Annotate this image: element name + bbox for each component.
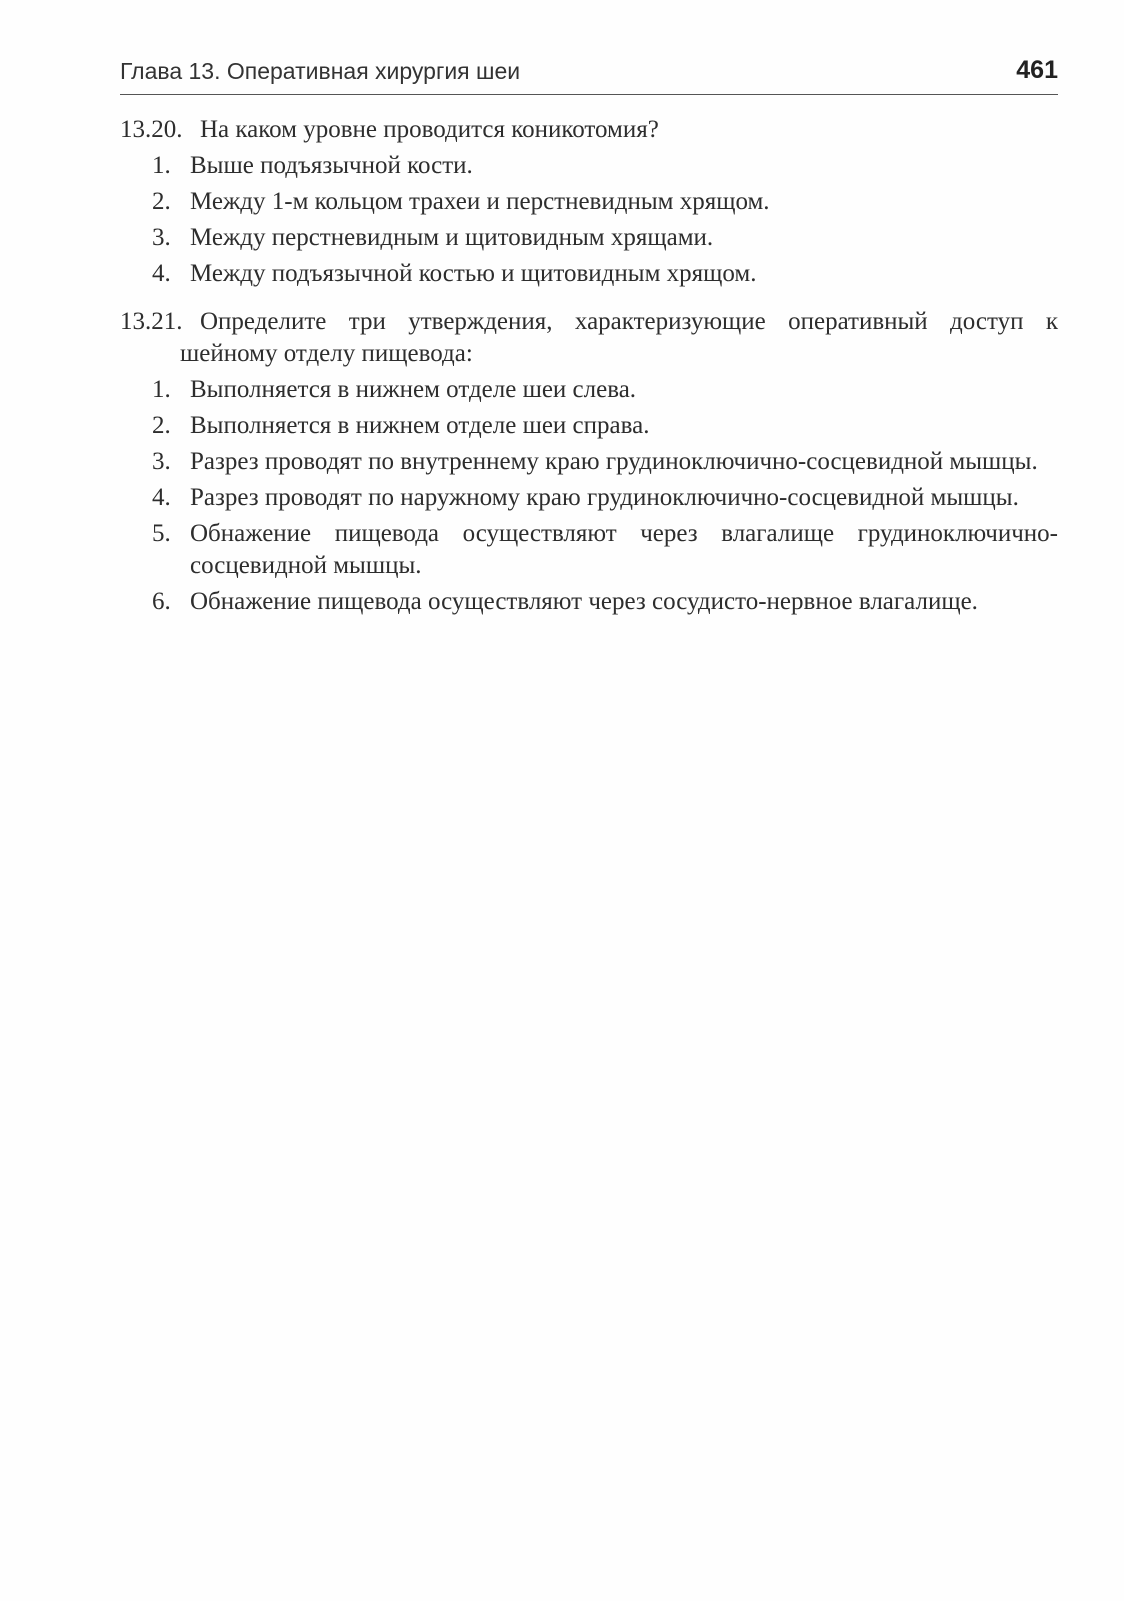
answer-option — [120, 518, 1058, 582]
option-number: 1. — [152, 152, 171, 179]
option-text: Обнажение пищевода осуществляют через сосудисто-нервное влагалище. — [190, 588, 978, 615]
question-number: 13.20. — [120, 116, 183, 143]
option-number: 3. — [152, 224, 171, 251]
answer-option — [120, 410, 1058, 442]
question-text — [120, 114, 1058, 146]
question-text — [120, 306, 1058, 370]
answer-option — [120, 446, 1058, 478]
option-number: 1. — [152, 376, 171, 403]
question-13-20 — [120, 114, 1058, 290]
answer-option — [120, 586, 1058, 618]
page-number: 461 — [1016, 56, 1058, 84]
answer-option — [120, 150, 1058, 182]
option-text: Обнажение пищевода осуществляют через влагалище грудиноключично-сосцевидной мышцы. — [190, 520, 1058, 579]
question-prompt: Определите три утверждения, характеризующие оперативный доступ к шейному отделу пищевода: — [180, 308, 1058, 367]
option-text: Разрез проводят по внутреннему краю грудиноключично-сосцевидной мышцы. — [190, 448, 1038, 475]
running-header — [120, 58, 1058, 95]
option-text: Выполняется в нижнем отделе шеи справа. — [190, 412, 650, 439]
option-number: 3. — [152, 448, 171, 475]
option-number: 6. — [152, 588, 171, 615]
answer-option — [120, 186, 1058, 218]
page-content — [120, 114, 1058, 622]
option-text: Между 1-м кольцом трахеи и перстневидным хрящом. — [190, 188, 770, 215]
option-number: 4. — [152, 484, 171, 511]
option-text: Выполняется в нижнем отделе шеи слева. — [190, 376, 637, 403]
option-text: Между подъязычной костью и щитовидным хрящом. — [190, 260, 757, 287]
question-prompt: На каком уровне проводится коникотомия? — [200, 116, 659, 143]
option-number: 2. — [152, 188, 171, 215]
answer-option — [120, 482, 1058, 514]
answer-option — [120, 258, 1058, 290]
option-text: Выше подъязычной кости. — [190, 152, 473, 179]
answer-options — [120, 150, 1058, 290]
chapter-title: Глава 13. Оперативная хирургия шеи — [120, 58, 521, 84]
question-13-21 — [120, 306, 1058, 618]
option-text: Разрез проводят по наружному краю грудиноключично-сосцевидной мышцы. — [190, 484, 1019, 511]
option-number: 2. — [152, 412, 171, 439]
answer-option — [120, 374, 1058, 406]
question-number: 13.21. — [120, 308, 183, 335]
option-number: 5. — [152, 520, 171, 547]
option-text: Между перстневидным и щитовидным хрящами. — [190, 224, 714, 251]
answer-option — [120, 222, 1058, 254]
option-number: 4. — [152, 260, 171, 287]
answer-options — [120, 374, 1058, 618]
